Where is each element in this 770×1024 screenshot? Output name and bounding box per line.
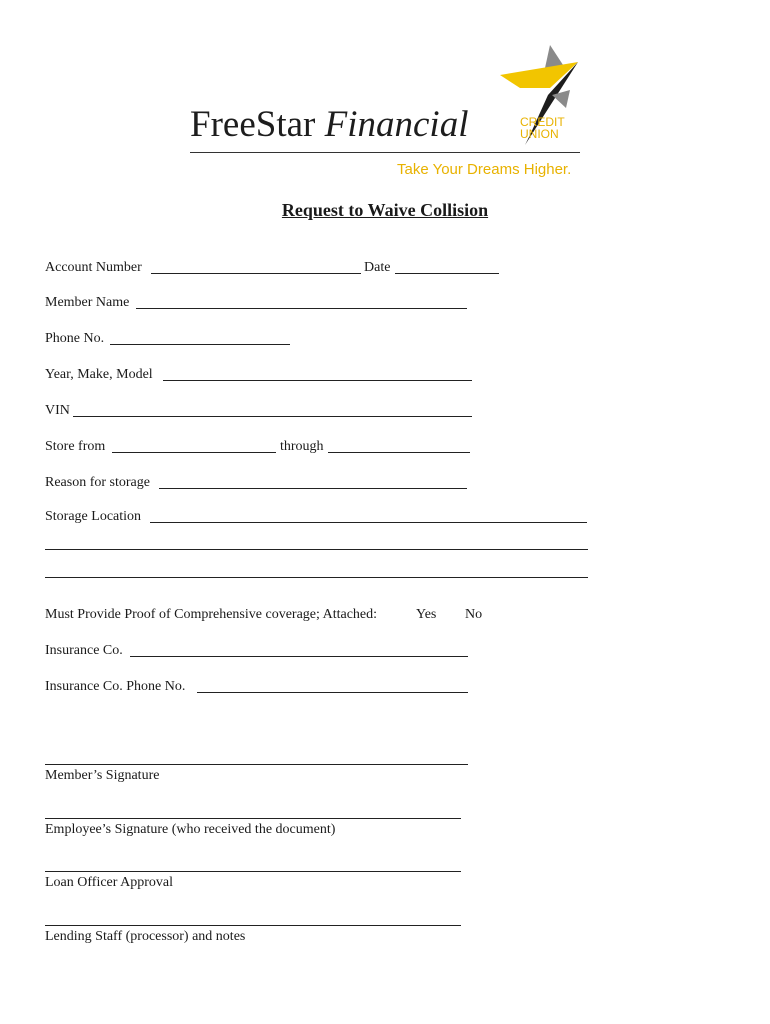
no-option[interactable]: No — [465, 607, 483, 622]
through-field[interactable] — [328, 452, 470, 453]
through-label: through — [280, 439, 324, 454]
brand-name-regular: FreeStar — [190, 104, 325, 145]
form-title — [0, 200, 770, 221]
phone-label: Phone No. — [45, 331, 105, 346]
member-name-field[interactable] — [136, 308, 467, 309]
brand-name-italic: Financial — [324, 104, 469, 145]
reason-label: Reason for storage — [45, 475, 150, 490]
credit-union-label — [520, 116, 565, 140]
vin-label: VIN — [45, 403, 70, 418]
proof-label: Must Provide Proof of Comprehensive coverage; Attached: — [45, 607, 378, 622]
union-label: UNION — [520, 127, 559, 141]
loan-officer-label: Loan Officer Approval — [45, 875, 174, 890]
phone-field[interactable] — [110, 344, 290, 345]
insurance-co-label: Insurance Co. — [45, 643, 123, 658]
form-title-text: Request to Waive Collision — [281, 200, 489, 220]
store-from-label: Store from — [45, 439, 106, 454]
credit-label: CREDIT — [520, 115, 565, 129]
account-number-label: Account Number — [45, 260, 142, 275]
employee-signature-field[interactable] — [45, 818, 461, 819]
storage-location-field[interactable] — [150, 522, 587, 523]
tagline: Take Your Dreams Higher. — [397, 161, 572, 178]
brand-name — [190, 103, 468, 147]
insurance-phone-field[interactable] — [197, 692, 468, 693]
date-label: Date — [364, 260, 391, 275]
storage-location-label: Storage Location — [45, 509, 142, 524]
reason-field[interactable] — [159, 488, 467, 489]
lending-staff-field[interactable] — [45, 925, 461, 926]
storage-location-field-line-2[interactable] — [45, 549, 588, 550]
loan-officer-field[interactable] — [45, 871, 461, 872]
yes-option[interactable]: Yes — [416, 607, 437, 622]
insurance-phone-label: Insurance Co. Phone No. — [45, 679, 186, 694]
member-signature-label: Member’s Signature — [45, 768, 160, 783]
store-from-field[interactable] — [112, 452, 276, 453]
insurance-co-field[interactable] — [130, 656, 468, 657]
member-name-label: Member Name — [45, 295, 130, 310]
account-number-field[interactable] — [151, 273, 361, 274]
lending-staff-label: Lending Staff (processor) and notes — [45, 929, 246, 944]
storage-location-field-line-3[interactable] — [45, 577, 588, 578]
date-field[interactable] — [395, 273, 499, 274]
vehicle-field[interactable] — [163, 380, 472, 381]
employee-signature-label: Employee’s Signature (who received the document) — [45, 822, 336, 837]
logo-divider — [190, 152, 580, 153]
vehicle-label: Year, Make, Model — [45, 367, 153, 382]
vin-field[interactable] — [73, 416, 472, 417]
member-signature-field[interactable] — [45, 764, 468, 765]
